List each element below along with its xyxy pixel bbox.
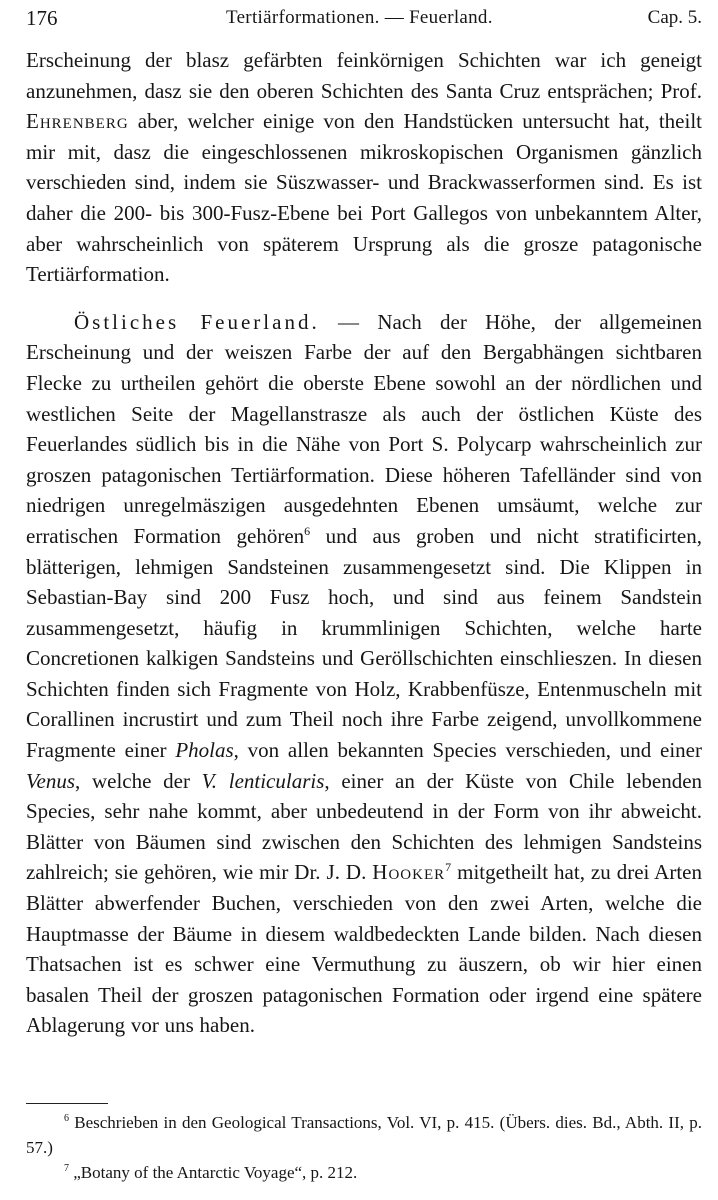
running-header [26,4,702,32]
text-run: aber, welcher einige von den Handstücken untersucht hat, theilt mir mit, dasz die eingeschlossenen mikroskopischen Organismen gänzlich verschieden sind, indem sie Süszwasser- und Brackwasserformen sind. Es ist daher die 200- bis 300-Fusz-Ebene bei Port Gallegos von unbekanntem Alter, aber wahrscheinlich von späterem Ursprung als die grosze patagonische Tertiärformation. [26,109,702,287]
section-heading: Östliches Feuerland. [74,309,320,334]
footnote-ref-6[interactable]: 6 [304,523,311,538]
running-title: Tertiärformationen. — Feuerland. [226,7,493,28]
paragraph-eastern-tierra-del-fuego [26,307,702,1041]
footnote-ref-7[interactable]: 7 [445,860,452,875]
text-run: mitgetheilt hat, zu drei Arten Blätter abwerfender Buchen, verschieden von den zwei Arten, welche die Hauptmasse der Bäume in diesem waldbedeckten Lande bilden. Nach diesen Thatsachen ist es schwer eine Vermuthung zu äuszern, ob wir hier einen basalen Theil der groszen patagonischen Formation oder irgend eine spätere Ablagerung vor uns haben. [26,860,702,1038]
footnote-divider [26,1103,108,1104]
taxon-venus: Venus [26,768,75,793]
text-run: — Nach der Höhe, der allgemeinen Erscheinung und der weiszen Farbe der auf den Bergabhängen sichtbaren Flecke zu urtheilen gehört die oberste Ebene sowohl an der nördlichen und westlichen Seite der Magellanstrasze als auch der östlichen Küste des Feuerlandes südlich bis in die Nähe von Port S. Polycarp wahrscheinlich zur groszen patagonischen Tertiärformation. Diese höheren Tafelländer sind von niedrigen unregelmäszigen ausgedehnten Ebenen umsäumt, welche zur erratischen Formation gehören [26,309,703,548]
footnote-6 [26,1111,702,1160]
page-number: 176 [26,6,58,30]
footnote-mark: 7 [64,1163,69,1174]
chapter-label: Cap. 5. [647,7,702,28]
footnote-mark: 6 [64,1113,69,1124]
paragraph-port-gallegos [26,45,702,290]
taxon-v-lenticularis: V. lenticularis [201,768,325,793]
author-name-ehrenberg: Ehrenberg [26,109,129,134]
footnote-text: „Botany of the Antarctic Voyage“, p. 212. [69,1163,358,1182]
text-run: , welche der [75,768,202,793]
taxon-pholas: Pholas [175,738,234,763]
text-run: , von allen bekannten Species verschieden, und einer [233,738,702,763]
footnote-text: Beschrieben in den Geological Transactions, Vol. VI, p. 415. (Übers. dies. Bd., Abth. II, p. 57.) [26,1113,702,1157]
text-run: Erscheinung der blasz gefärbten feinkörnigen Schichten war ich geneigt anzunehmen, dasz sie den oberen Schichten des Santa Cruz entsprächen; Prof. [26,48,702,103]
footnotes [26,1111,702,1186]
text-run: , einer an der Küste von Chile lebenden Species, sehr nahe kommt, aber unbedeutend in der Form von ihr abweicht. Blätter von Bäumen sind zwischen den Schichten des lehmigen Sandsteins zahlreich; sie gehören, wie mir Dr. J. D. [26,768,703,885]
author-name-hooker: Hooker [372,860,446,885]
footnote-7 [26,1161,702,1186]
main-text [26,45,702,1041]
text-run: und aus groben und nicht stratificirten, blätterigen, lehmigen Sandsteinen zusammengesetzt sind. Die Klippen in Sebastian-Bay sind 200 Fusz hoch, und sind aus feinem Sandstein zusammengesetzt, häufig in krummlinigen Schichten, welche harte Concretionen kalkigen Sandsteins und Geröllschichten einschlieszen. In diesen Schichten finden sich Fragmente von Holz, Krabbenfüsze, Entenmuscheln mit Corallinen incrustirt und zum Theil noch ihre Farbe zeigend, unvollkommene Fragmente einer [26,523,702,763]
